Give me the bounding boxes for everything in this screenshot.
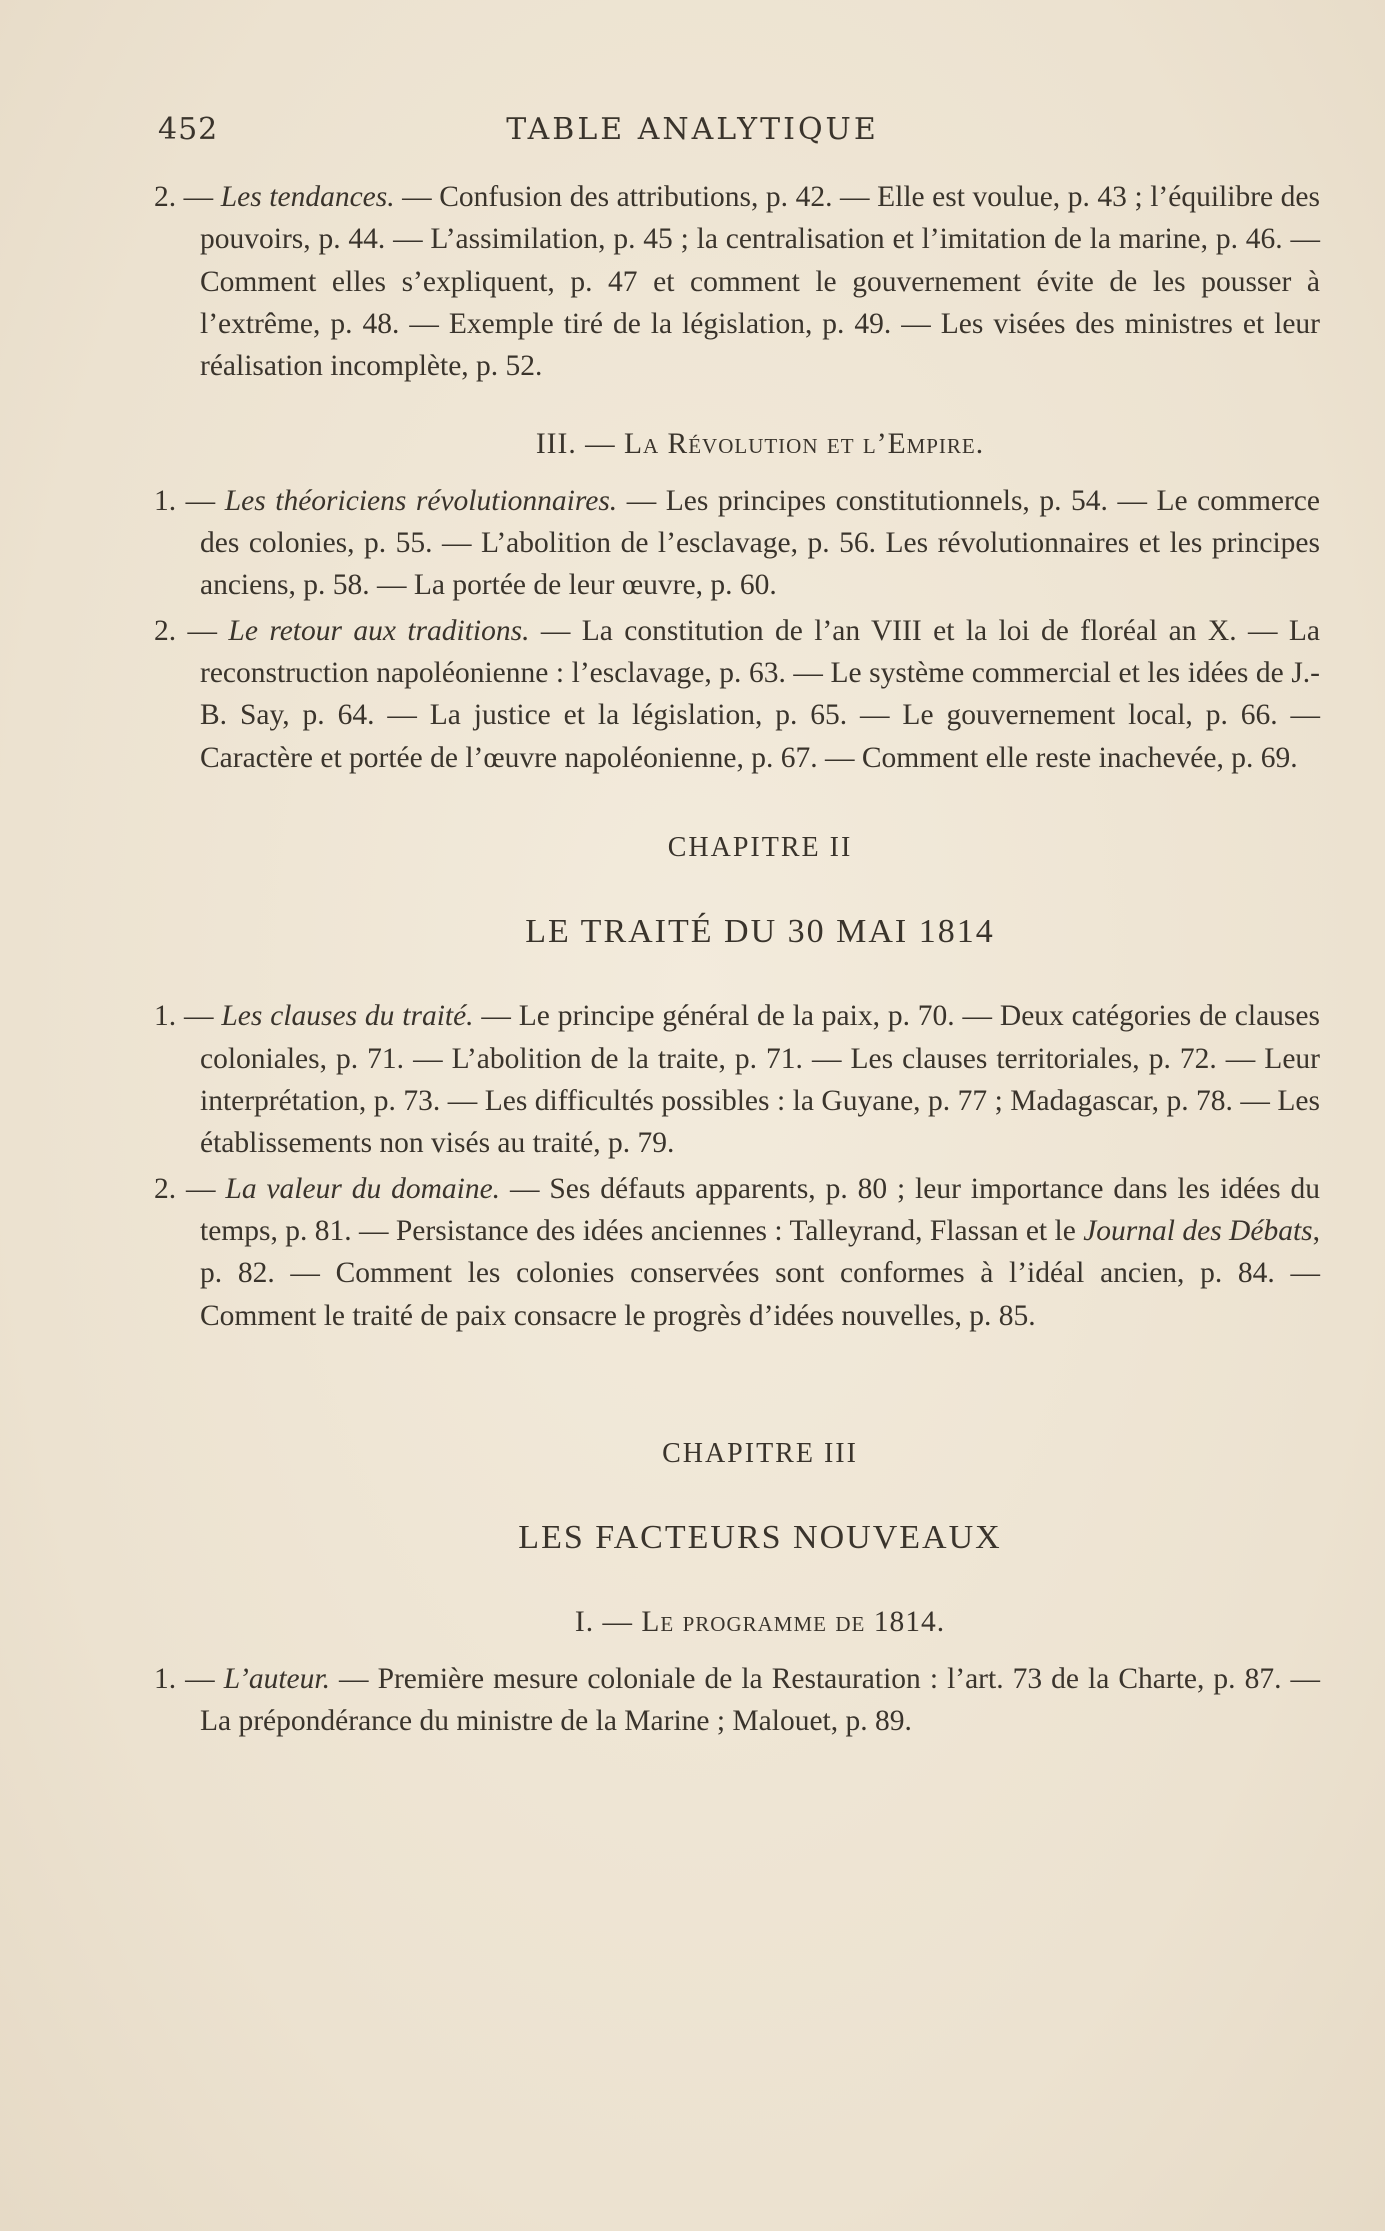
entry-number: 2. — [154,1172,226,1205]
entry-number: 1. — [154,1000,222,1033]
entry-intro-2 [154,176,1320,387]
entry-text: — Ses défauts apparents, p. 80 ; leur importance dans les idées du temps, p. 81. — Persistance des idées anciennes : Talleyrand, Flassan et le [200,1172,1321,1247]
entry-title: L’auteur. [223,1662,330,1695]
chapter-3-title: LES FACTEURS NOUVEAUX [518,1519,1002,1557]
entry-text-continued: , p. 82. — Comment les colonies conservées sont conformes à l’idéal ancien, p. 84. — Comment le traité de paix consacre le progrès d’idées nouvelles, p. 85. [200,1214,1321,1332]
page-content [154,176,1321,1742]
entry-revolution-1 [154,480,1320,607]
page-header [0,112,1385,152]
entry-chapter2-2 [154,1168,1321,1337]
entry-text: — Première mesure coloniale de la Restauration : l’art. 73 de la Charte, p. 87. — La prépondérance du ministre de la Marine ; Malouet, p. 89. [200,1662,1321,1738]
entry-text: — Confusion des attributions, p. 42. — Elle est voulue, p. 43 ; l’équilibre des pouvoirs, p. 44. — L’assimilation, p. 45 ; la centralisation et l’imitation de la marine, p. 46. — Comment elles s’expliquent, p. 47 et comment le gouvernement évite de les pousser à l’extrême, p. 48. — Exemple tiré de la législation, p. 49. — Les visées des ministres et leur réalisation incomplète, p. 52. [200,181,1320,383]
entry-title: Le retour aux traditions. [228,614,530,647]
chapter-3-label: CHAPITRE III [662,1437,858,1469]
entry-title: Les clauses du traité. [221,1000,474,1033]
entry-title: La valeur du domaine. [225,1172,501,1205]
section-heading-revolution: III. — La Révolution et l’Empire. [535,428,985,461]
entry-journal-title: Journal des Débats [1083,1214,1313,1247]
chapter-2-label: CHAPITRE II [667,831,853,863]
entry-number: 1. — [154,1662,224,1695]
entry-text: — La constitution de l’an VIII et la loi de floréal an X. — La reconstruction napoléonienne : l’esclavage, p. 63. — Le système commercial et les idées de J.-B. Say, p. 64. — La justice et la législation, p. 65. — Le gouvernement local, p. 66. — Caractère et portée de l’œuvre napoléonienne, p. 67. — Comment elle reste inachevée, p. 69. [200,614,1320,774]
entry-number: 2. — [154,614,229,647]
entry-chapter3-1 [154,1658,1321,1743]
entry-number: 1. — [154,484,225,517]
entry-revolution-2 [154,610,1320,779]
entry-text: — Les principes constitutionnels, p. 54. — Le commerce des colonies, p. 55. — L’abolition de l’esclavage, p. 56. Les révolutionnaires et les principes anciens, p. 58. — La portée de leur œuvre, p. 60. [200,484,1320,602]
chapter-2-title: LE TRAITÉ DU 30 MAI 1814 [525,913,995,951]
page-number: 452 [158,112,219,147]
section-heading-programme: I. — Le programme de 1814. [574,1606,946,1639]
entry-text: — Le principe général de la paix, p. 70. — Deux catégories de clauses coloniales, p. 71. — L’abolition de la traite, p. 71. — Les clauses territoriales, p. 72. — Leur interprétation, p. 73. — Les difficultés possibles : la Guyane, p. 77 ; Madagascar, p. 78. — Les établissements non visés au traité, p. 79. [200,1000,1320,1160]
entry-chapter2-1 [154,995,1320,1164]
running-title: TABLE ANALYTIQUE [506,112,879,147]
entry-title: Les théoriciens révolutionnaires. [224,484,618,517]
entry-title: Les tendances. [220,181,395,213]
entry-number: 2. — [154,181,221,213]
